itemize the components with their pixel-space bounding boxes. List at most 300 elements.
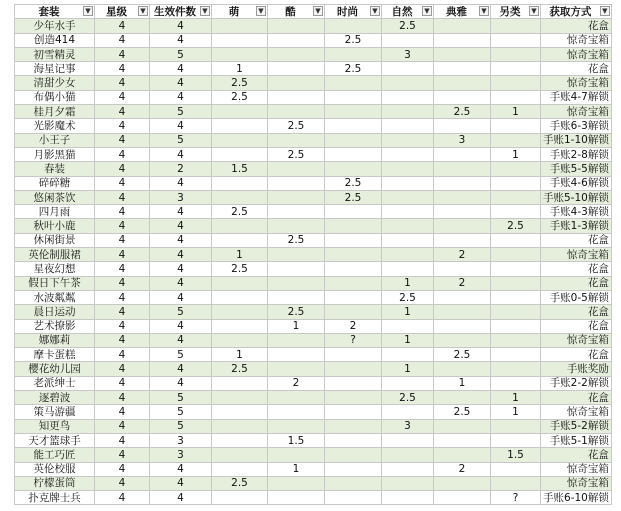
filter-dropdown-icon[interactable]: ▼ <box>370 6 380 16</box>
cell-alternative[interactable] <box>491 119 541 133</box>
cell-alternative[interactable]: 2.5 <box>491 219 541 233</box>
cell-source[interactable]: 惊奇宝箱 <box>541 462 612 476</box>
cell-set-name[interactable]: 光影魔术 <box>15 119 95 133</box>
cell-source[interactable]: 手账4-7解锁 <box>541 90 612 104</box>
cell-elegant[interactable] <box>434 290 491 304</box>
cell-fashion[interactable] <box>325 305 382 319</box>
cell-set-name[interactable]: 老派绅士 <box>15 376 95 390</box>
cell-source[interactable]: 手账1-3解锁 <box>541 219 612 233</box>
cell-source[interactable]: 花盒 <box>541 319 612 333</box>
cell-elegant[interactable] <box>434 33 491 47</box>
cell-cool[interactable] <box>268 333 325 347</box>
cell-elegant[interactable] <box>434 90 491 104</box>
cell-star[interactable]: 4 <box>95 90 150 104</box>
cell-cute[interactable] <box>212 305 268 319</box>
cell-alternative[interactable] <box>491 276 541 290</box>
cell-set-name[interactable]: 秋叶小鹿 <box>15 219 95 233</box>
cell-elegant[interactable] <box>434 76 491 90</box>
filter-dropdown-icon[interactable]: ▼ <box>479 6 489 16</box>
cell-fashion[interactable] <box>325 133 382 147</box>
cell-natural[interactable] <box>382 262 434 276</box>
cell-alternative[interactable] <box>491 62 541 76</box>
cell-elegant[interactable]: 2 <box>434 276 491 290</box>
cell-cute[interactable]: 1.5 <box>212 162 268 176</box>
cell-cool[interactable] <box>268 262 325 276</box>
cell-elegant[interactable] <box>434 147 491 161</box>
cell-source[interactable]: 花盒 <box>541 448 612 462</box>
cell-elegant[interactable]: 2 <box>434 462 491 476</box>
cell-cool[interactable] <box>268 290 325 304</box>
cell-set-name[interactable]: 能工巧匠 <box>15 448 95 462</box>
cell-set-name[interactable]: 春装 <box>15 162 95 176</box>
col-header-cute[interactable]: 萌 ▼ <box>212 5 268 19</box>
cell-set-name[interactable]: 布偶小猫 <box>15 90 95 104</box>
cell-cute[interactable] <box>212 219 268 233</box>
cell-pieces[interactable]: 5 <box>150 405 212 419</box>
cell-elegant[interactable] <box>434 433 491 447</box>
cell-source[interactable]: 惊奇宝箱 <box>541 405 612 419</box>
cell-alternative[interactable]: 1.5 <box>491 448 541 462</box>
cell-star[interactable]: 4 <box>95 62 150 76</box>
cell-cute[interactable] <box>212 147 268 161</box>
cell-fashion[interactable] <box>325 219 382 233</box>
col-header-alternative[interactable]: 另类 ▼ <box>491 5 541 19</box>
cell-set-name[interactable]: 创造414 <box>15 33 95 47</box>
cell-star[interactable]: 4 <box>95 105 150 119</box>
cell-cute[interactable] <box>212 419 268 433</box>
cell-cool[interactable] <box>268 162 325 176</box>
cell-star[interactable]: 4 <box>95 476 150 490</box>
cell-alternative[interactable] <box>491 233 541 247</box>
cell-alternative[interactable] <box>491 305 541 319</box>
cell-cute[interactable] <box>212 190 268 204</box>
cell-pieces[interactable]: 5 <box>150 305 212 319</box>
cell-natural[interactable] <box>382 348 434 362</box>
cell-cute[interactable] <box>212 391 268 405</box>
cell-alternative[interactable]: ? <box>491 491 541 505</box>
cell-source[interactable]: 手账6-10解锁 <box>541 491 612 505</box>
cell-star[interactable]: 4 <box>95 262 150 276</box>
cell-fashion[interactable] <box>325 290 382 304</box>
cell-source[interactable]: 惊奇宝箱 <box>541 333 612 347</box>
cell-set-name[interactable]: 四月雨 <box>15 205 95 219</box>
cell-cool[interactable] <box>268 276 325 290</box>
cell-cute[interactable] <box>212 276 268 290</box>
cell-source[interactable]: 惊奇宝箱 <box>541 47 612 61</box>
cell-fashion[interactable] <box>325 419 382 433</box>
cell-cute[interactable] <box>212 405 268 419</box>
cell-set-name[interactable]: 策马游疆 <box>15 405 95 419</box>
cell-cute[interactable]: 2.5 <box>212 262 268 276</box>
cell-cute[interactable] <box>212 33 268 47</box>
cell-cute[interactable] <box>212 133 268 147</box>
cell-fashion[interactable] <box>325 433 382 447</box>
cell-source[interactable]: 手账6-3解锁 <box>541 119 612 133</box>
col-header-natural[interactable]: 自然 ▼ <box>382 5 434 19</box>
cell-cute[interactable] <box>212 433 268 447</box>
cell-cool[interactable]: 2 <box>268 376 325 390</box>
cell-cute[interactable]: 2.5 <box>212 476 268 490</box>
cell-star[interactable]: 4 <box>95 362 150 376</box>
cell-cute[interactable]: 2.5 <box>212 362 268 376</box>
cell-natural[interactable] <box>382 233 434 247</box>
cell-cool[interactable] <box>268 19 325 33</box>
cell-source[interactable]: 惊奇宝箱 <box>541 248 612 262</box>
cell-elegant[interactable] <box>434 47 491 61</box>
filter-dropdown-icon[interactable]: ▼ <box>200 6 210 16</box>
cell-pieces[interactable]: 4 <box>150 376 212 390</box>
cell-pieces[interactable]: 4 <box>150 76 212 90</box>
cell-source[interactable]: 手账2-2解锁 <box>541 376 612 390</box>
cell-natural[interactable]: 1 <box>382 333 434 347</box>
cell-elegant[interactable] <box>434 305 491 319</box>
cell-elegant[interactable] <box>434 333 491 347</box>
cell-pieces[interactable]: 5 <box>150 348 212 362</box>
cell-star[interactable]: 4 <box>95 391 150 405</box>
col-header-source[interactable]: 获取方式 ▼ <box>541 5 612 19</box>
cell-fashion[interactable] <box>325 476 382 490</box>
cell-cute[interactable] <box>212 462 268 476</box>
cell-star[interactable]: 4 <box>95 290 150 304</box>
cell-pieces[interactable]: 3 <box>150 433 212 447</box>
cell-natural[interactable] <box>382 76 434 90</box>
cell-natural[interactable] <box>382 190 434 204</box>
cell-cute[interactable] <box>212 290 268 304</box>
col-header-star[interactable]: 星级 ▼ <box>95 5 150 19</box>
cell-pieces[interactable]: 4 <box>150 248 212 262</box>
cell-natural[interactable] <box>382 405 434 419</box>
cell-fashion[interactable] <box>325 376 382 390</box>
col-header-elegant[interactable]: 典雅 ▼ <box>434 5 491 19</box>
cell-source[interactable]: 花盒 <box>541 19 612 33</box>
cell-star[interactable]: 4 <box>95 319 150 333</box>
cell-pieces[interactable]: 2 <box>150 162 212 176</box>
cell-alternative[interactable] <box>491 462 541 476</box>
cell-cute[interactable] <box>212 19 268 33</box>
filter-active-icon[interactable]: ▼ <box>138 6 148 16</box>
cell-alternative[interactable] <box>491 348 541 362</box>
cell-fashion[interactable] <box>325 491 382 505</box>
cell-star[interactable]: 4 <box>95 305 150 319</box>
cell-elegant[interactable] <box>434 476 491 490</box>
cell-cool[interactable] <box>268 47 325 61</box>
cell-pieces[interactable]: 4 <box>150 205 212 219</box>
cell-natural[interactable] <box>382 119 434 133</box>
cell-fashion[interactable]: 2 <box>325 319 382 333</box>
cell-cool[interactable] <box>268 190 325 204</box>
cell-set-name[interactable]: 清甜少女 <box>15 76 95 90</box>
cell-alternative[interactable]: 1 <box>491 147 541 161</box>
cell-pieces[interactable]: 5 <box>150 105 212 119</box>
cell-elegant[interactable] <box>434 119 491 133</box>
cell-cute[interactable] <box>212 448 268 462</box>
col-header-pieces[interactable]: 生效件数 ▼ <box>150 5 212 19</box>
cell-source[interactable]: 花盒 <box>541 233 612 247</box>
cell-natural[interactable] <box>382 376 434 390</box>
cell-cool[interactable] <box>268 348 325 362</box>
cell-elegant[interactable]: 1 <box>434 376 491 390</box>
cell-natural[interactable] <box>382 433 434 447</box>
cell-star[interactable]: 4 <box>95 147 150 161</box>
cell-natural[interactable] <box>382 319 434 333</box>
cell-star[interactable]: 4 <box>95 162 150 176</box>
cell-natural[interactable] <box>382 219 434 233</box>
cell-fashion[interactable] <box>325 248 382 262</box>
cell-elegant[interactable] <box>434 448 491 462</box>
cell-elegant[interactable] <box>434 233 491 247</box>
cell-fashion[interactable] <box>325 105 382 119</box>
cell-pieces[interactable]: 4 <box>150 219 212 233</box>
cell-elegant[interactable] <box>434 190 491 204</box>
cell-fashion[interactable] <box>325 348 382 362</box>
cell-fashion[interactable] <box>325 462 382 476</box>
cell-set-name[interactable]: 月影黑猫 <box>15 147 95 161</box>
cell-natural[interactable] <box>382 176 434 190</box>
cell-pieces[interactable]: 5 <box>150 391 212 405</box>
col-header-cool[interactable]: 酷 ▼ <box>268 5 325 19</box>
cell-alternative[interactable] <box>491 176 541 190</box>
cell-cute[interactable] <box>212 176 268 190</box>
cell-set-name[interactable]: 碎碎糖 <box>15 176 95 190</box>
cell-cute[interactable] <box>212 105 268 119</box>
cell-source[interactable]: 手账2-8解锁 <box>541 147 612 161</box>
cell-fashion[interactable] <box>325 205 382 219</box>
cell-cool[interactable] <box>268 448 325 462</box>
cell-cool[interactable]: 2.5 <box>268 233 325 247</box>
cell-pieces[interactable]: 4 <box>150 33 212 47</box>
cell-cute[interactable] <box>212 119 268 133</box>
cell-fashion[interactable] <box>325 147 382 161</box>
cell-fashion[interactable]: 2.5 <box>325 62 382 76</box>
cell-elegant[interactable] <box>434 219 491 233</box>
cell-source[interactable]: 花盒 <box>541 276 612 290</box>
cell-pieces[interactable]: 4 <box>150 262 212 276</box>
cell-fashion[interactable]: 2.5 <box>325 176 382 190</box>
cell-natural[interactable]: 3 <box>382 419 434 433</box>
cell-star[interactable]: 4 <box>95 348 150 362</box>
cell-star[interactable]: 4 <box>95 47 150 61</box>
cell-alternative[interactable] <box>491 262 541 276</box>
cell-set-name[interactable]: 樱花幼儿园 <box>15 362 95 376</box>
cell-cool[interactable] <box>268 419 325 433</box>
cell-alternative[interactable] <box>491 362 541 376</box>
cell-cool[interactable]: 2.5 <box>268 147 325 161</box>
cell-alternative[interactable] <box>491 333 541 347</box>
cell-fashion[interactable]: ? <box>325 333 382 347</box>
cell-cute[interactable]: 2.5 <box>212 205 268 219</box>
cell-source[interactable]: 手账5-5解锁 <box>541 162 612 176</box>
cell-elegant[interactable] <box>434 319 491 333</box>
cell-cool[interactable]: 1 <box>268 462 325 476</box>
cell-fashion[interactable]: 2.5 <box>325 33 382 47</box>
cell-elegant[interactable] <box>434 62 491 76</box>
cell-alternative[interactable]: 1 <box>491 405 541 419</box>
cell-source[interactable]: 惊奇宝箱 <box>541 76 612 90</box>
cell-natural[interactable] <box>382 62 434 76</box>
cell-pieces[interactable]: 4 <box>150 476 212 490</box>
cell-set-name[interactable]: 英伦校服 <box>15 462 95 476</box>
cell-fashion[interactable] <box>325 262 382 276</box>
cell-cool[interactable] <box>268 219 325 233</box>
cell-pieces[interactable]: 4 <box>150 276 212 290</box>
cell-set-name[interactable]: 逐碧波 <box>15 391 95 405</box>
cell-fashion[interactable] <box>325 19 382 33</box>
cell-natural[interactable]: 2.5 <box>382 391 434 405</box>
cell-elegant[interactable] <box>434 491 491 505</box>
cell-cool[interactable]: 2.5 <box>268 119 325 133</box>
col-header-fashion[interactable]: 时尚 ▼ <box>325 5 382 19</box>
cell-source[interactable]: 花盒 <box>541 348 612 362</box>
cell-alternative[interactable] <box>491 248 541 262</box>
cell-pieces[interactable]: 4 <box>150 147 212 161</box>
cell-natural[interactable] <box>382 147 434 161</box>
cell-elegant[interactable]: 2.5 <box>434 105 491 119</box>
cell-alternative[interactable]: 1 <box>491 105 541 119</box>
cell-star[interactable]: 4 <box>95 448 150 462</box>
cell-fashion[interactable] <box>325 119 382 133</box>
cell-natural[interactable] <box>382 248 434 262</box>
cell-cool[interactable] <box>268 33 325 47</box>
filter-dropdown-icon[interactable]: ▼ <box>600 6 610 16</box>
cell-cool[interactable]: 1 <box>268 319 325 333</box>
cell-alternative[interactable] <box>491 319 541 333</box>
cell-set-name[interactable]: 柠檬蛋筒 <box>15 476 95 490</box>
cell-set-name[interactable]: 晨日运动 <box>15 305 95 319</box>
cell-cool[interactable] <box>268 391 325 405</box>
cell-star[interactable]: 4 <box>95 376 150 390</box>
cell-elegant[interactable]: 2.5 <box>434 348 491 362</box>
cell-set-name[interactable]: 天才篮球手 <box>15 433 95 447</box>
cell-alternative[interactable] <box>491 19 541 33</box>
cell-source[interactable]: 花盒 <box>541 391 612 405</box>
cell-elegant[interactable]: 3 <box>434 133 491 147</box>
cell-alternative[interactable] <box>491 205 541 219</box>
cell-pieces[interactable]: 4 <box>150 176 212 190</box>
cell-natural[interactable]: 1 <box>382 362 434 376</box>
cell-natural[interactable]: 3 <box>382 47 434 61</box>
cell-cute[interactable]: 2.5 <box>212 76 268 90</box>
cell-source[interactable]: 手账5-2解锁 <box>541 419 612 433</box>
cell-cute[interactable] <box>212 333 268 347</box>
cell-natural[interactable] <box>382 90 434 104</box>
cell-pieces[interactable]: 4 <box>150 333 212 347</box>
cell-elegant[interactable] <box>434 19 491 33</box>
cell-natural[interactable]: 2.5 <box>382 290 434 304</box>
cell-cool[interactable]: 1.5 <box>268 433 325 447</box>
cell-cool[interactable] <box>268 90 325 104</box>
cell-natural[interactable] <box>382 133 434 147</box>
cell-star[interactable]: 4 <box>95 119 150 133</box>
cell-source[interactable]: 惊奇宝箱 <box>541 476 612 490</box>
cell-set-name[interactable]: 艺术撩影 <box>15 319 95 333</box>
cell-natural[interactable]: 1 <box>382 305 434 319</box>
cell-set-name[interactable]: 海星记事 <box>15 62 95 76</box>
cell-star[interactable]: 4 <box>95 33 150 47</box>
cell-pieces[interactable]: 4 <box>150 62 212 76</box>
cell-alternative[interactable] <box>491 133 541 147</box>
cell-cool[interactable] <box>268 476 325 490</box>
cell-set-name[interactable]: 少年水手 <box>15 19 95 33</box>
cell-cool[interactable] <box>268 205 325 219</box>
cell-elegant[interactable] <box>434 419 491 433</box>
cell-cool[interactable] <box>268 362 325 376</box>
cell-source[interactable]: 手账0-5解锁 <box>541 290 612 304</box>
filter-dropdown-icon[interactable]: ▼ <box>256 6 266 16</box>
cell-set-name[interactable]: 娜娜莉 <box>15 333 95 347</box>
cell-fashion[interactable] <box>325 391 382 405</box>
cell-alternative[interactable] <box>491 47 541 61</box>
cell-alternative[interactable] <box>491 33 541 47</box>
cell-source[interactable]: 手账5-10解锁 <box>541 190 612 204</box>
cell-natural[interactable]: 2.5 <box>382 19 434 33</box>
cell-fashion[interactable] <box>325 276 382 290</box>
cell-star[interactable]: 4 <box>95 176 150 190</box>
cell-fashion[interactable] <box>325 448 382 462</box>
cell-cool[interactable] <box>268 491 325 505</box>
cell-natural[interactable] <box>382 105 434 119</box>
cell-fashion[interactable] <box>325 47 382 61</box>
cell-star[interactable]: 4 <box>95 76 150 90</box>
cell-star[interactable]: 4 <box>95 190 150 204</box>
cell-source[interactable]: 惊奇宝箱 <box>541 105 612 119</box>
cell-set-name[interactable]: 星夜幻想 <box>15 262 95 276</box>
cell-cute[interactable] <box>212 319 268 333</box>
cell-star[interactable]: 4 <box>95 219 150 233</box>
cell-source[interactable]: 手账奖励 <box>541 362 612 376</box>
cell-pieces[interactable]: 3 <box>150 190 212 204</box>
cell-natural[interactable] <box>382 448 434 462</box>
cell-pieces[interactable]: 4 <box>150 19 212 33</box>
cell-star[interactable]: 4 <box>95 433 150 447</box>
cell-alternative[interactable]: 1 <box>491 391 541 405</box>
cell-cute[interactable] <box>212 491 268 505</box>
cell-pieces[interactable]: 5 <box>150 47 212 61</box>
cell-star[interactable]: 4 <box>95 419 150 433</box>
cell-pieces[interactable]: 4 <box>150 491 212 505</box>
cell-star[interactable]: 4 <box>95 19 150 33</box>
cell-star[interactable]: 4 <box>95 133 150 147</box>
cell-cool[interactable] <box>268 76 325 90</box>
cell-natural[interactable] <box>382 33 434 47</box>
cell-set-name[interactable]: 英伦制服裙 <box>15 248 95 262</box>
cell-fashion[interactable] <box>325 405 382 419</box>
cell-set-name[interactable]: 知更鸟 <box>15 419 95 433</box>
cell-set-name[interactable]: 假日下午茶 <box>15 276 95 290</box>
cell-star[interactable]: 4 <box>95 276 150 290</box>
cell-star[interactable]: 4 <box>95 333 150 347</box>
cell-fashion[interactable] <box>325 362 382 376</box>
cell-source[interactable]: 手账4-3解锁 <box>541 205 612 219</box>
cell-set-name[interactable]: 水波粼粼 <box>15 290 95 304</box>
cell-pieces[interactable]: 4 <box>150 362 212 376</box>
cell-cool[interactable] <box>268 133 325 147</box>
filter-dropdown-icon[interactable]: ▼ <box>529 6 539 16</box>
cell-pieces[interactable]: 4 <box>150 233 212 247</box>
cell-source[interactable]: 花盒 <box>541 305 612 319</box>
cell-cute[interactable] <box>212 233 268 247</box>
cell-elegant[interactable]: 2 <box>434 248 491 262</box>
cell-pieces[interactable]: 3 <box>150 448 212 462</box>
cell-source[interactable]: 手账1-10解锁 <box>541 133 612 147</box>
cell-cute[interactable] <box>212 376 268 390</box>
cell-set-name[interactable]: 休闲街景 <box>15 233 95 247</box>
cell-elegant[interactable] <box>434 162 491 176</box>
cell-source[interactable]: 花盒 <box>541 62 612 76</box>
cell-alternative[interactable] <box>491 162 541 176</box>
cell-cute[interactable] <box>212 47 268 61</box>
cell-star[interactable]: 4 <box>95 491 150 505</box>
cell-fashion[interactable] <box>325 90 382 104</box>
